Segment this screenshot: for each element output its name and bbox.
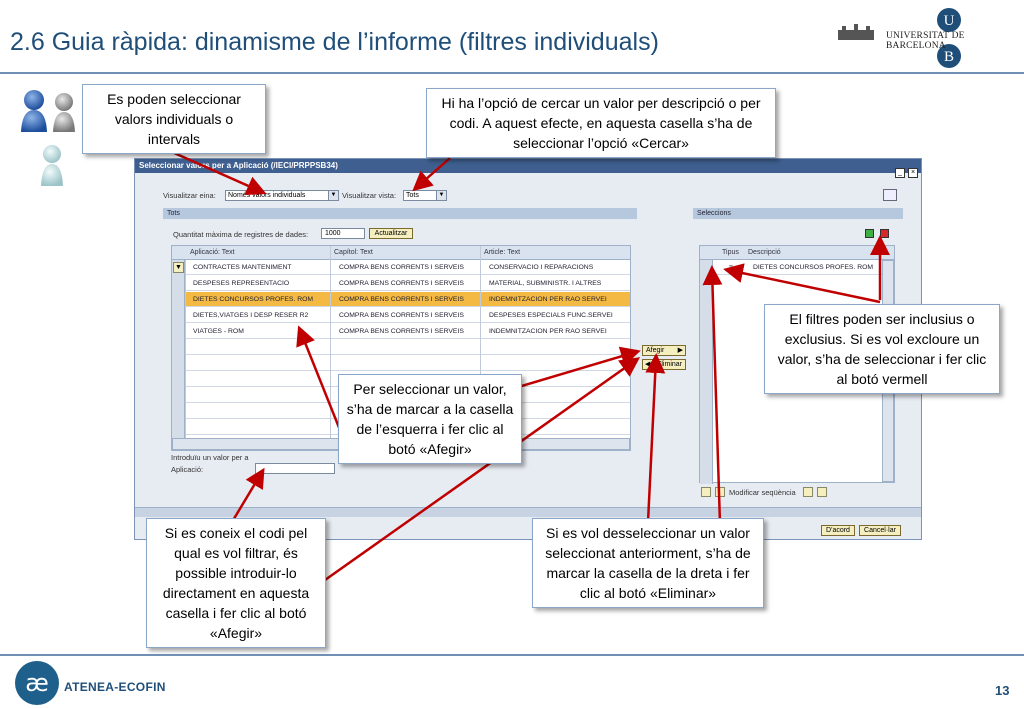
page-number: 13 <box>995 683 1010 698</box>
table-cell: DIETES CONCURSOS PROFES. ROM <box>193 296 314 303</box>
svg-text:B: B <box>943 49 955 65</box>
table-cell: CONSERVACIO I REPARACIONS <box>489 264 594 271</box>
selection-type[interactable]: = <box>729 264 733 271</box>
row-selector-column <box>172 260 185 438</box>
sequence-down-icon[interactable] <box>817 487 827 497</box>
view-mode-select[interactable]: Tots ▼ <box>403 190 447 201</box>
table-cell: COMPRA BENS CORRENTS I SERVEIS <box>339 296 464 303</box>
dialog-title: Seleccionar valors per a Aplicació (/IECI/PRPPSB34) <box>135 159 921 173</box>
selections-header <box>700 246 894 260</box>
max-records-input[interactable]: 1000 <box>321 228 365 239</box>
table-row[interactable] <box>185 340 630 355</box>
selection-row[interactable] <box>713 260 894 275</box>
table-cell: DESPESES REPRESENTACIO <box>193 280 290 287</box>
users-icon <box>18 86 88 196</box>
callout-enter-code: Si es coneix el codi pel qual es vol filtrar, és possible introduir-lo directament en aquesta casella i fer clic al botó «Afegir» <box>146 518 326 648</box>
exclude-button[interactable] <box>880 229 889 238</box>
include-button[interactable] <box>865 229 874 238</box>
table-row[interactable] <box>185 260 630 275</box>
application-code-input[interactable] <box>255 463 335 474</box>
callout-add: Per seleccionar un valor, s’ha de marcar a la casella de l’esquerra i fer clic al botó «Afegir» <box>338 374 522 464</box>
svg-text:æ: æ <box>25 669 49 697</box>
column-header[interactable]: Article: Text <box>484 249 521 256</box>
move-down-icon[interactable] <box>715 487 725 497</box>
minimize-icon[interactable]: _ <box>895 168 905 178</box>
view-tool-label: Visualitzar eina: <box>163 191 216 200</box>
max-records-label: Quantitat màxima de registres de dades: <box>173 230 309 239</box>
chevron-down-icon[interactable]: ▼ <box>436 191 446 200</box>
view-tool-select[interactable]: Només valors individuals ▼ <box>225 190 339 201</box>
table-cell: COMPRA BENS CORRENTS I SERVEIS <box>339 328 464 335</box>
selections-panel-title: Seleccions <box>693 208 903 219</box>
table-cell: INDEMNITZACION PER RAO SERVEI <box>489 328 607 335</box>
table-row[interactable] <box>185 308 630 323</box>
application-label: Aplicació: <box>171 465 204 474</box>
table-row[interactable] <box>185 292 630 307</box>
column-header[interactable]: Capítol: Text <box>334 249 373 256</box>
chevron-down-icon[interactable]: ▼ <box>328 191 338 200</box>
sequence-up-icon[interactable] <box>803 487 813 497</box>
callout-select-values: Es poden seleccionar valors individuals o intervals <box>82 84 266 154</box>
add-button[interactable]: Afegir ▶ <box>642 345 686 356</box>
table-cell: MATERIAL, SUBMINISTR. I ALTRES <box>489 280 602 287</box>
view-mode-label: Visualitzar vista: <box>342 191 397 200</box>
remove-button[interactable]: ◀ Eliminar <box>642 359 686 370</box>
table-row[interactable] <box>185 276 630 291</box>
university-name: UNIVERSITAT DE BARCELONA <box>886 31 965 51</box>
table-cell: INDEMNITZACION PER RAO SERVEI <box>489 296 607 303</box>
table-row[interactable] <box>185 324 630 339</box>
dialog-horizontal-scrollbar[interactable] <box>135 507 921 517</box>
table-cell: DIETES,VIATGES I DESP RESER R2 <box>193 312 309 319</box>
svg-text:U: U <box>943 13 955 29</box>
footer-brand: ATENEA-ECOFIN <box>64 680 166 694</box>
column-header[interactable]: Tipus <box>722 249 739 256</box>
table-cell: VIATGES - ROM <box>193 328 244 335</box>
selection-description: DIETES CONCURSOS PROFES. ROM <box>753 264 874 271</box>
column-header[interactable]: Aplicació: Text <box>190 249 235 256</box>
all-values-panel-title: Tots <box>163 208 637 219</box>
ok-button[interactable]: D'acord <box>821 525 855 536</box>
column-header[interactable]: Descripció <box>748 249 781 256</box>
table-cell: COMPRA BENS CORRENTS I SERVEIS <box>339 264 464 271</box>
callout-exclude: El filtres poden ser inclusius o exclusius. Si es vol excloure un valor, s’ha de seleccionar i fer clic al botó vermell <box>764 304 1000 394</box>
atenea-logo <box>14 660 60 706</box>
callout-search: Hi ha l’opció de cercar un valor per descripció o per codi. A aquest efecte, en aquesta casella s’ha de seleccionar l’opció «Cercar» <box>426 88 776 158</box>
table-cell: COMPRA BENS CORRENTS I SERVEIS <box>339 280 464 287</box>
title-divider <box>0 72 1024 74</box>
table-cell: CONTRACTES MANTENIMENT <box>193 264 292 271</box>
table-cell: DESPESES ESPECIALS FUNC.SERVEI <box>489 312 613 319</box>
modify-sequence-label: Modificar seqüència <box>729 488 796 497</box>
enter-value-label: Introduïu un valor per a <box>171 453 249 462</box>
callout-remove: Si es vol desseleccionar un valor seleccionat anteriorment, s’ha de marcar la casella de la dreta i fer clic al botó «Eliminar» <box>532 518 764 608</box>
close-icon[interactable]: × <box>908 168 918 178</box>
footer-divider <box>0 654 1024 656</box>
update-button[interactable]: Actualitzar <box>369 228 413 239</box>
move-up-icon[interactable] <box>701 487 711 497</box>
cancel-button[interactable]: Cancel·lar <box>859 525 901 536</box>
table-row[interactable] <box>185 356 630 371</box>
slide-title: 2.6 Guia ràpida: dinamisme de l’informe (filtres individuals) <box>10 28 659 56</box>
settings-icon[interactable] <box>883 189 897 201</box>
row-selector-column[interactable] <box>700 260 713 484</box>
table-cell: COMPRA BENS CORRENTS I SERVEIS <box>339 312 464 319</box>
table-header <box>172 246 630 260</box>
filter-icon[interactable]: ▼ <box>173 262 184 273</box>
